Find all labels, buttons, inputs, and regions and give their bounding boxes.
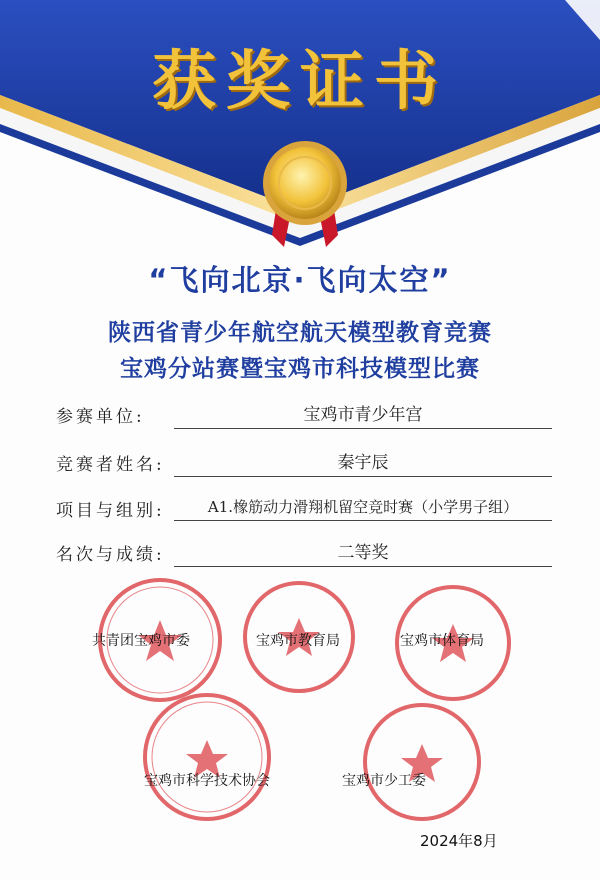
competition-name: 陕西省青少年航空航天模型教育竞赛 <box>108 320 492 346</box>
competition-slogan: “飞向北京·飞向太空” <box>148 263 452 297</box>
organizer-name: 宝鸡市少工委 <box>342 773 426 789</box>
field-row-event <box>56 494 556 524</box>
field-label: 项目与组别: <box>56 501 165 521</box>
field-value: 秦宇辰 <box>174 448 552 477</box>
competition-subtitle: 宝鸡分站赛暨宝鸡市科技模型比赛 <box>120 356 480 382</box>
field-value: 宝鸡市青少年宫 <box>174 400 552 429</box>
certificate-title: 获奖证书 <box>152 44 448 119</box>
gold-medal-icon <box>250 135 360 255</box>
field-label: 名次与成绩: <box>56 545 165 565</box>
organizer-name: 宝鸡市教育局 <box>256 633 340 649</box>
organizer-name: 宝鸡市体育局 <box>400 633 484 649</box>
seal-stamp <box>140 690 275 825</box>
field-row-rank <box>56 538 556 568</box>
field-value: A1.橡筋动力滑翔机留空竞时赛（小学男子组） <box>174 496 552 521</box>
field-row-name <box>56 448 556 478</box>
field-label: 竞赛者姓名: <box>56 455 165 475</box>
organizer-name: 共青团宝鸡市委 <box>92 633 190 649</box>
field-value: 二等奖 <box>174 538 552 567</box>
field-row-unit <box>56 400 556 430</box>
seal-stamp <box>360 700 485 825</box>
field-label: 参赛单位: <box>56 407 145 427</box>
issue-date: 2024年8月 <box>420 832 498 850</box>
organizer-name: 宝鸡市科学技术协会 <box>144 773 270 789</box>
